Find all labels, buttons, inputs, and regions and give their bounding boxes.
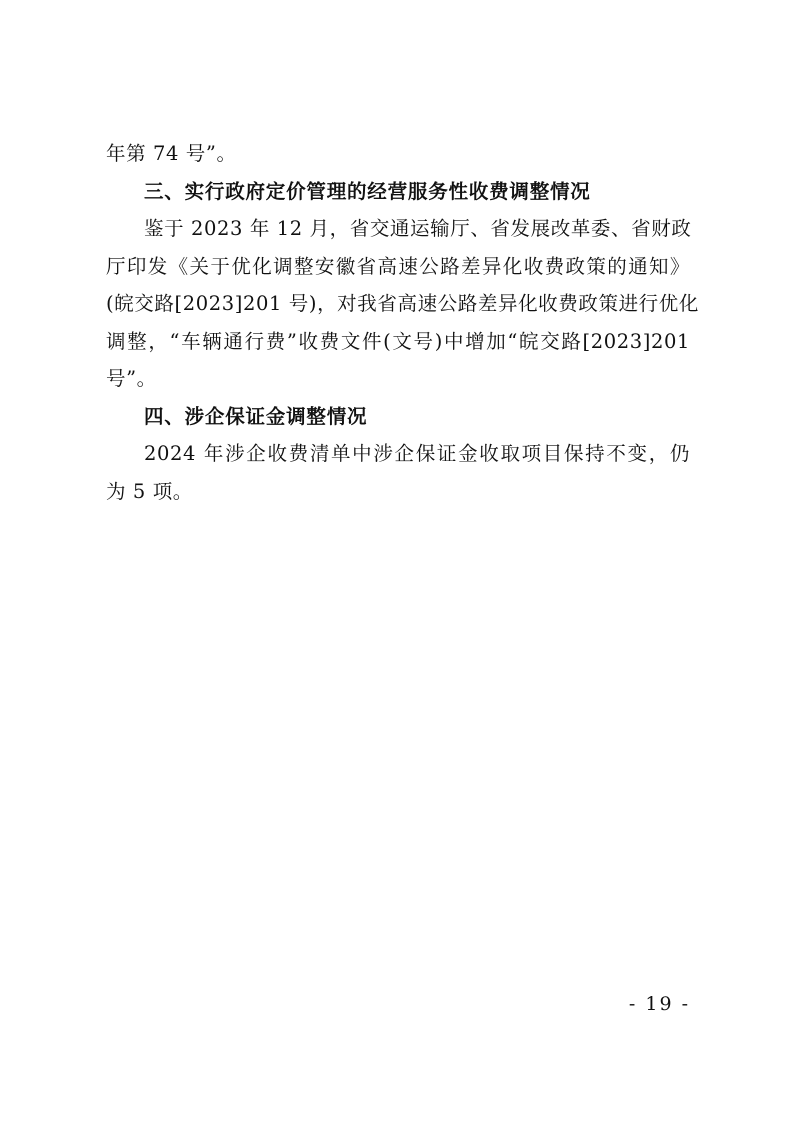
document-body xyxy=(106,135,699,510)
paragraph-line: 为 5 项。 xyxy=(106,479,193,503)
paragraph-line: 号”。 xyxy=(106,367,157,390)
paragraph-line: 2024 年涉企收费清单中涉企保证金收取项目保持不变，仍 xyxy=(144,442,690,465)
section-heading-3: 三、实行政府定价管理的经营服务性收费调整情况 xyxy=(144,179,591,203)
paragraph-line: 年第 74 号”。 xyxy=(106,142,237,165)
paragraph-line: 厅印发《关于优化调整安徽省高速公路差异化收费政策的通知》 xyxy=(106,254,690,278)
paragraph-line: 调整，“车辆通行费”收费文件(文号)中增加“皖交路[2023]201 xyxy=(106,329,690,353)
page-number: - 19 - xyxy=(628,993,690,1015)
paragraph-line: 鉴于 2023 年 12 月，省交通运输厅、省发展改革委、省财政 xyxy=(144,217,692,240)
paragraph-line: (皖交路[2023]201 号)，对我省高速公路差异化收费政策进行优化 xyxy=(106,292,699,315)
section-heading-4: 四、涉企保证金调整情况 xyxy=(144,404,368,428)
